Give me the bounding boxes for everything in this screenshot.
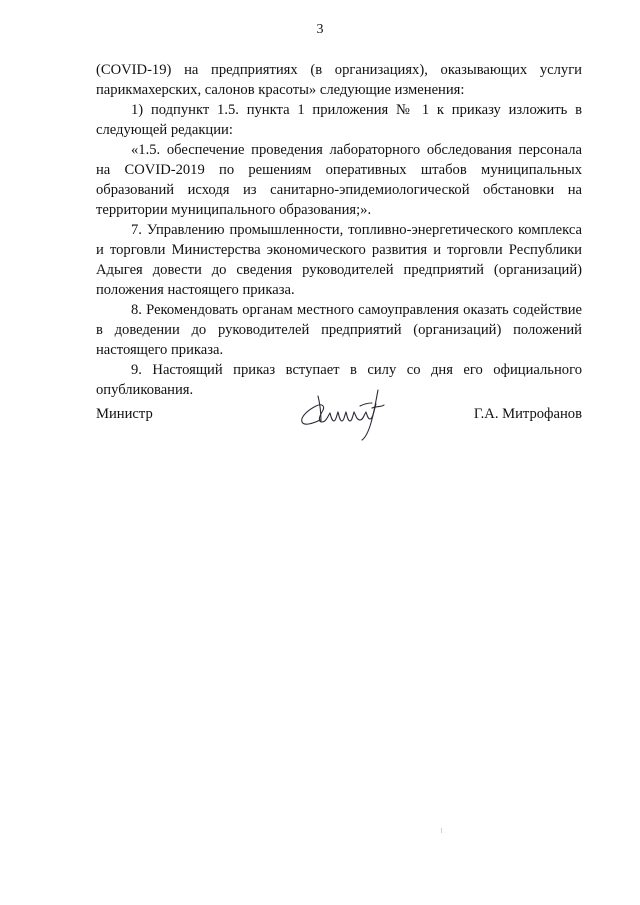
document-body xyxy=(96,60,582,400)
scan-speck xyxy=(441,828,442,833)
signatory-name: Г.А. Митрофанов xyxy=(473,406,582,422)
paragraph-item-7: 7. Управлению промышленности, топливно-энергетического комплекса и торговли Министерства экономического развития и торговли Республики Адыгея довести до сведения руководителей предприятий (организаций) положения настоящего приказа. xyxy=(96,222,582,298)
paragraph-item-8: 8. Рекомендовать органам местного самоуправления оказать содействие в доведении до руководителей предприятий (организаций) положений настоящего приказа. xyxy=(96,302,582,358)
page-number: 3 xyxy=(316,22,324,37)
paragraph-item-9: 9. Настоящий приказ вступает в силу со дня его официального опубликования. xyxy=(96,362,582,398)
paragraph-intro: (COVID-19) на предприятиях (в организациях), оказывающих услуги парикмахерских, салонов красоты» следующие изменения: xyxy=(96,62,582,98)
signature-block xyxy=(96,386,582,446)
signatory-title: Министр xyxy=(96,406,153,422)
paragraph-quote-1-5: «1.5. обеспечение проведения лабораторного обследования персонала на COVID-2019 по решениям оперативных штабов муниципальных образований исходя из санитарно-эпидемиологической обстановки на территории муниципального образования;». xyxy=(96,142,582,218)
handwritten-signature xyxy=(294,386,394,444)
paragraph-item-1: 1) подпункт 1.5. пункта 1 приложения № 1 к приказу изложить в следующей редакции: xyxy=(96,102,582,138)
